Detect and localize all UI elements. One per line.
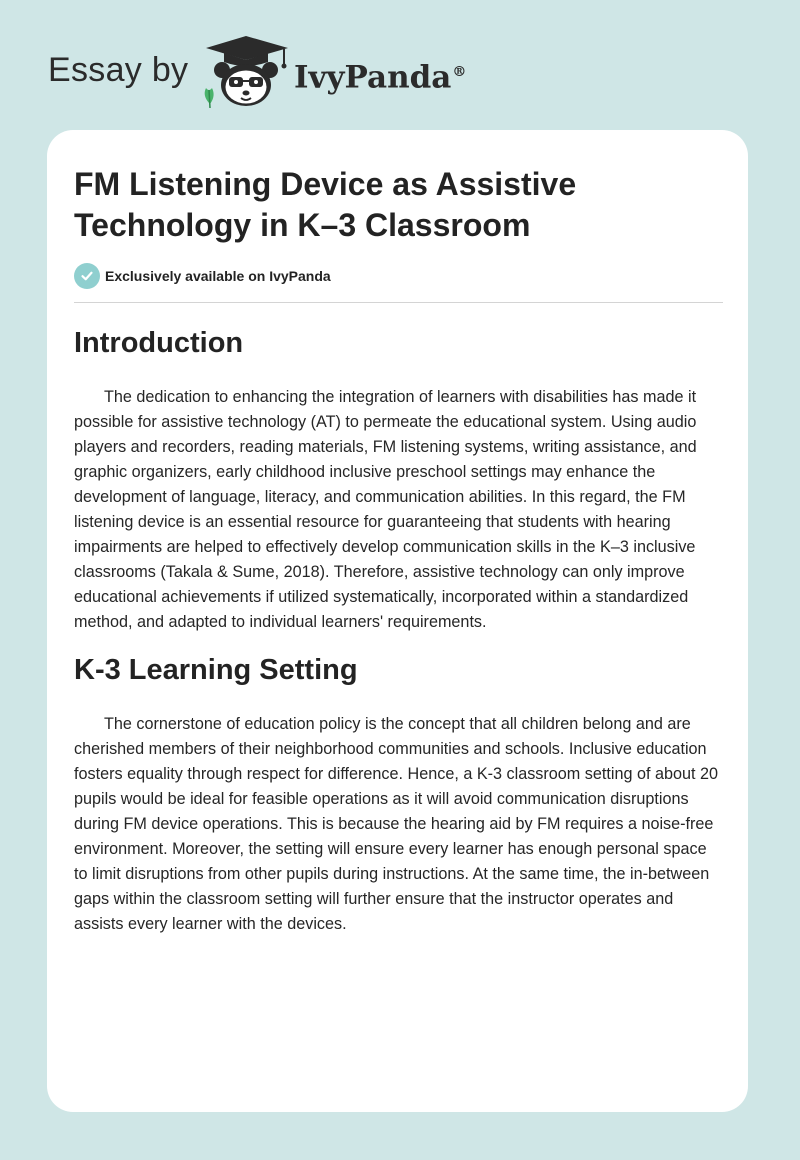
section-body-introduction: The dedication to enhancing the integration of learners with disabilities has made it possible for assistive technology (AT) to permeate the educational system. Using audio players and recorders, reading materials, FM listening systems, writing assistance, and graphic organizers, early childhood inclusive preschool settings may enhance the development of language, literacy, and communication abilities. In this regard, the FM listening device is an essential resource for guaranteeing that students with hearing impairments are helped to effectively develop communication skills in the K–3 inclusive classrooms (Takala & Sume, 2018). Therefore, assistive technology can only improve educational achievements if utilized systematically, incorporated within a standardized method, and adapted to individual learners' requirements. bbox=[74, 388, 697, 631]
brand-name bbox=[294, 52, 466, 97]
title-divider bbox=[74, 302, 723, 303]
exclusive-badge-label: Exclusively available on IvyPanda bbox=[105, 268, 331, 284]
panda-graduate-logo-icon bbox=[200, 34, 296, 110]
site-header bbox=[48, 34, 508, 114]
essay-card bbox=[47, 130, 748, 1112]
section-body-k3-learning-setting: The cornerstone of education policy is the concept that all children belong and are cherished members of their neighborhood communities and schools. Inclusive education fosters equality through respect for difference. Hence, a K-3 classroom setting of about 20 pupils would be ideal for feasible operations as it will avoid communication disruptions during FM device operations. This is because the hearing aid by FM requires a noise-free environment. Moreover, the setting will ensure every learner has enough personal space to limit disruptions from other pupils during instructions. At the same time, the in-between gaps within the classroom setting will further ensure that the instructor operates and assists every learner with the devices. bbox=[74, 715, 718, 933]
essay-by-label: Essay by bbox=[48, 51, 189, 89]
section-heading-k3-learning-setting: K-3 Learning Setting bbox=[74, 654, 358, 686]
registered-mark: ® bbox=[452, 64, 467, 80]
section-heading-introduction: Introduction bbox=[74, 327, 244, 359]
checkmark-icon bbox=[74, 263, 100, 289]
essay-title: FM Listening Device as Assistive Technology in K–3 Classroom bbox=[74, 166, 577, 243]
exclusive-badge bbox=[74, 263, 331, 289]
brand-name-text: IvyPanda bbox=[294, 59, 452, 96]
